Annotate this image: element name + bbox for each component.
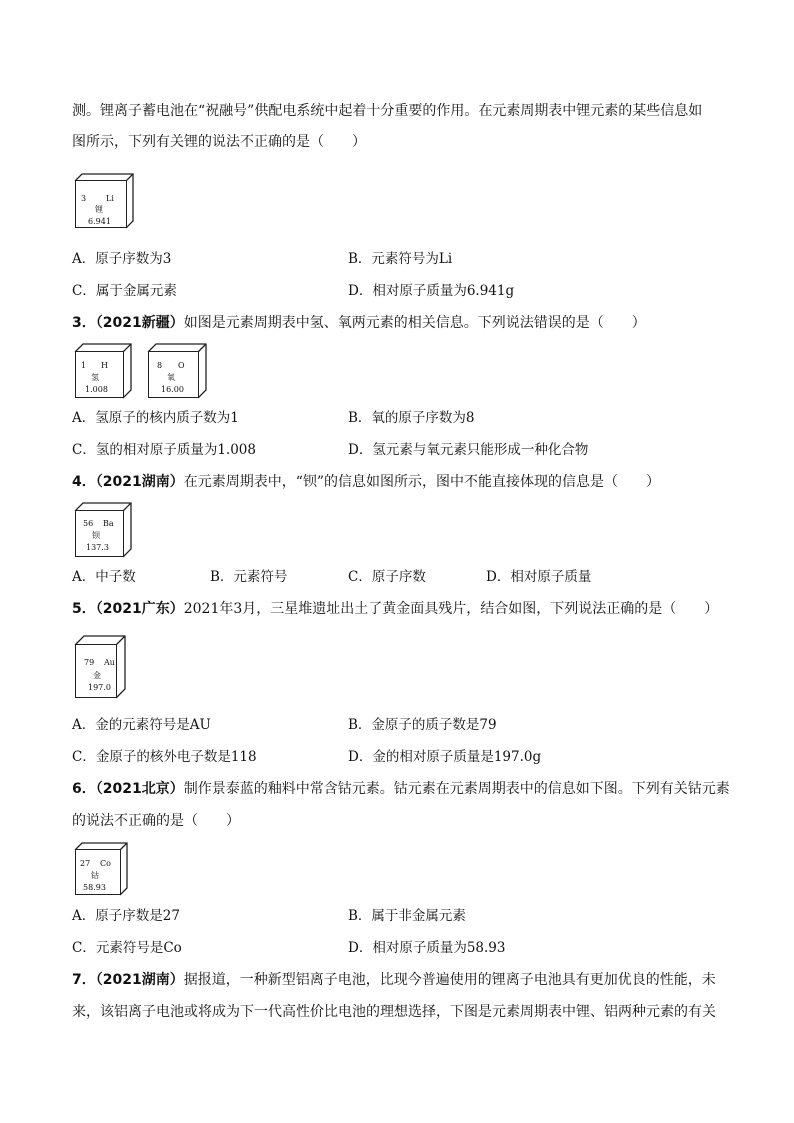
q2-stem-line1: 测。锂离子蓄电池在“祝融号”供配电系统中起着十分重要的作用。在元素周期表中锂元素的某些信息如 bbox=[72, 103, 703, 119]
element-name: 钴 bbox=[91, 871, 99, 880]
q6-option-b: B．属于非金属元素 bbox=[348, 908, 466, 924]
q5-option-d: D．金的相对原子质量是197.0g bbox=[348, 749, 542, 765]
q4-option-c: C．原子序数 bbox=[348, 569, 426, 585]
atomic-number: 3 bbox=[81, 194, 87, 203]
q5-option-b: B．金原子的质子数是79 bbox=[348, 717, 497, 733]
q4-stem bbox=[72, 472, 660, 492]
element-symbol: O bbox=[178, 361, 185, 370]
q6-option-d: D．相对原子质量为58.93 bbox=[348, 940, 506, 956]
atomic-number: 79 bbox=[84, 658, 95, 667]
question-number: 5． bbox=[72, 601, 96, 617]
q3-option-c: C．氢的相对原子质量为1.008 bbox=[72, 442, 256, 458]
q2-option-a: A．原子序数为3 bbox=[72, 251, 172, 267]
q2-option-d: D．相对原子质量为6.941g bbox=[348, 283, 515, 299]
element-card-co bbox=[75, 843, 127, 895]
question-source: （2021湖南） bbox=[95, 972, 184, 988]
element-card-au bbox=[75, 636, 125, 698]
atomic-mass: 16.00 bbox=[161, 385, 184, 394]
atomic-number: 56 bbox=[83, 519, 94, 528]
q5-option-c: C．金原子的核外电子数是118 bbox=[72, 749, 257, 765]
q3-stem bbox=[72, 313, 646, 333]
atomic-mass: 137.3 bbox=[86, 543, 109, 552]
q5-option-a: A．金的元素符号是AU bbox=[72, 717, 211, 733]
atomic-number: 27 bbox=[80, 859, 91, 868]
cube-front bbox=[148, 351, 199, 398]
element-card-h bbox=[75, 344, 131, 398]
q3-option-b: B．氧的原子序数为8 bbox=[348, 410, 475, 426]
q4-option-a: A．中子数 bbox=[72, 569, 136, 585]
element-card-o bbox=[148, 344, 206, 398]
q2-stem-line2: 图所示，下列有关锂的说法不正确的是（ ） bbox=[72, 134, 366, 150]
element-name: 氢 bbox=[91, 373, 99, 382]
q6-stem-line2: 的说法不正确的是（ ） bbox=[72, 813, 240, 829]
q7-stem-line1 bbox=[72, 970, 716, 990]
element-name: 锂 bbox=[95, 205, 103, 214]
q7-stem-line2: 来，该铝离子电池或将成为下一代高性价比电池的理想选择，下图是元素周期表中锂、铝两种元素的有关 bbox=[72, 1004, 716, 1020]
question-source: （2021新疆） bbox=[95, 315, 184, 331]
cube-front bbox=[75, 351, 124, 398]
question-source: （2021湖南） bbox=[95, 474, 184, 490]
cube-front bbox=[75, 180, 127, 228]
atomic-mass: 6.941 bbox=[88, 217, 111, 226]
question-source: （2021北京） bbox=[95, 781, 184, 797]
question-text: 如图是元素周期表中氢、氧两元素的相关信息。下列说法错误的是（ ） bbox=[183, 315, 646, 331]
atomic-number: 1 bbox=[81, 361, 87, 370]
question-text: 制作景泰蓝的釉料中常含钴元素。钴元素在元素周期表中的信息如下图。下列有关钴元素 bbox=[183, 781, 730, 797]
element-card-li bbox=[75, 174, 133, 228]
q4-option-b: B．元素符号 bbox=[210, 569, 288, 585]
element-card-ba bbox=[75, 503, 131, 557]
element-name: 钡 bbox=[92, 531, 100, 540]
q6-option-c: C．元素符号是Co bbox=[72, 940, 182, 956]
element-symbol: Co bbox=[100, 859, 111, 868]
question-source: （2021广东） bbox=[95, 601, 184, 617]
q3-option-d: D．氢元素与氧元素只能形成一种化合物 bbox=[348, 442, 589, 458]
question-number: 7． bbox=[72, 972, 96, 988]
element-name: 氧 bbox=[167, 373, 175, 382]
atomic-number: 8 bbox=[157, 361, 163, 370]
atomic-mass: 58.93 bbox=[83, 883, 106, 892]
q3-option-a: A．氢原子的核内质子数为1 bbox=[72, 410, 239, 426]
element-symbol: Li bbox=[106, 194, 114, 203]
cube-front bbox=[75, 849, 121, 895]
q5-stem bbox=[72, 599, 718, 619]
cube-front bbox=[75, 510, 124, 557]
element-symbol: Ba bbox=[103, 519, 114, 528]
q4-option-d: D．相对原子质量 bbox=[486, 569, 592, 585]
question-text: 据报道，一种新型铝离子电池，比现今普遍使用的锂离子电池具有更加优良的性能，未 bbox=[183, 972, 716, 988]
question-text: 在元素周期表中，“钡”的信息如图所示，图中不能直接体现的信息是（ ） bbox=[183, 474, 661, 490]
question-number: 4． bbox=[72, 474, 96, 490]
q2-option-c: C．属于金属元素 bbox=[72, 283, 177, 299]
atomic-mass: 197.0 bbox=[88, 683, 111, 692]
atomic-mass: 1.008 bbox=[85, 385, 108, 394]
q2-option-b: B．元素符号为Li bbox=[348, 251, 453, 267]
question-text: 2021年3月，三星堆遗址出土了黄金面具残片，结合如图，下列说法正确的是（ ） bbox=[183, 601, 719, 617]
q6-stem-line1 bbox=[72, 779, 730, 799]
cube-front bbox=[75, 644, 117, 698]
element-symbol: Au bbox=[104, 658, 115, 667]
element-name: 金 bbox=[93, 671, 101, 680]
element-symbol: H bbox=[101, 361, 108, 370]
question-number: 3． bbox=[72, 315, 96, 331]
question-number: 6． bbox=[72, 781, 96, 797]
q6-option-a: A．原子序数是27 bbox=[72, 908, 180, 924]
